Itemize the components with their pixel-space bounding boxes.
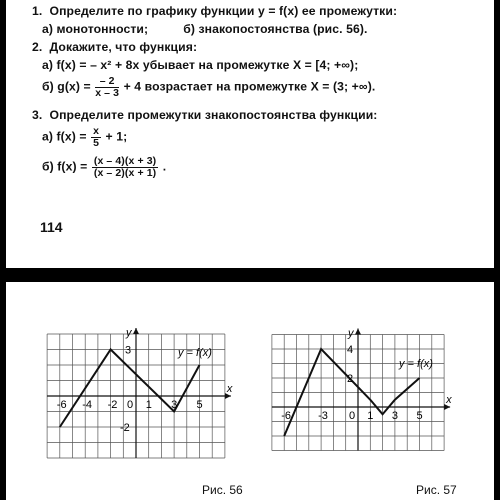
fraction-denominator: (x – 2)(x + 1) xyxy=(93,167,157,179)
y-tick-label: -2 xyxy=(120,422,130,434)
figure-57-graph xyxy=(254,312,466,462)
problem-1 xyxy=(32,4,397,18)
x-tick-label: -3 xyxy=(318,410,328,422)
problem-3 xyxy=(32,108,377,122)
problem-3-item-a xyxy=(42,126,127,149)
problem-3-item-b-prefix: б) f(x) = xyxy=(42,159,88,174)
function-graph xyxy=(60,350,200,428)
x-tick-label: 3 xyxy=(391,410,399,422)
fraction-numerator: x xyxy=(93,125,100,137)
tick-labels xyxy=(281,344,422,422)
page-number: 114 xyxy=(40,219,63,235)
x-tick-label: 3 xyxy=(171,399,178,411)
x-tick-label: -4 xyxy=(82,399,92,411)
problem-2-item-a xyxy=(42,58,358,72)
problem-text: Определите промежутки знакопостоянства функции: xyxy=(49,108,378,122)
fraction-numerator: (x – 4)(x + 3) xyxy=(93,155,157,167)
y-axis-arrow xyxy=(355,329,361,335)
figure-56-graph xyxy=(28,312,234,462)
problem-1-item-b: б) знакопостоянства (рис. 56). xyxy=(183,22,368,36)
problem-1-item-a: а) монотонности; xyxy=(42,22,149,36)
fraction-numerator: – 2 xyxy=(95,76,119,88)
x-tick-label: 5 xyxy=(416,410,423,422)
figure-56-caption: Рис. 56 xyxy=(202,483,243,497)
function-label: y = f(x) xyxy=(178,347,212,359)
problem-2-item-b-suffix: + 4 возрастает на промежутке X = (3; +∞). xyxy=(123,79,376,94)
x-tick-label: 0 xyxy=(127,399,134,411)
problem-3-item-a-suffix: + 1; xyxy=(105,129,128,144)
x-axis-label: x xyxy=(446,394,452,406)
y-axis-arrow xyxy=(133,328,139,334)
problem-number: 3. xyxy=(32,108,43,122)
problem-2 xyxy=(32,40,197,54)
y-tick-label: 2 xyxy=(347,373,354,385)
x-tick-label: -6 xyxy=(281,410,291,422)
fraction xyxy=(92,156,158,179)
fraction xyxy=(95,76,119,99)
x-tick-label: -6 xyxy=(56,399,67,411)
y-axis-label: y xyxy=(126,327,132,339)
problem-text: Докажите, что функция: xyxy=(49,40,198,54)
y-tick-label: 3 xyxy=(125,344,132,357)
problem-1-items xyxy=(42,22,368,36)
y-tick-label: 4 xyxy=(347,344,354,356)
x-tick-label: 1 xyxy=(367,410,374,422)
fraction-denominator: 5 xyxy=(93,137,100,149)
fraction xyxy=(91,126,101,149)
problem-2-item-b-prefix: б) g(x) = xyxy=(42,79,91,94)
x-tick-label: 0 xyxy=(349,410,356,422)
problem-3-item-b xyxy=(42,156,166,179)
problem-text: Определите по графику функции y = f(x) ее промежутки: xyxy=(49,4,398,18)
x-tick-label: 5 xyxy=(196,399,203,411)
function-label: y = f(x) xyxy=(399,358,433,370)
problem-3-item-b-suffix: . xyxy=(162,159,167,174)
problem-3-item-a-prefix: а) f(x) = xyxy=(42,129,87,144)
problem-2-item-a-text: а) f(x) = – x² + 8x убывает на промежутке X = [4; +∞); xyxy=(42,58,359,72)
problem-2-item-b xyxy=(42,76,375,99)
textbook-page-top xyxy=(6,0,494,268)
x-tick-label: 1 xyxy=(145,399,152,411)
x-axis-label: x xyxy=(226,383,233,395)
problem-number: 1. xyxy=(32,4,43,18)
x-tick-label: -2 xyxy=(107,399,118,411)
fraction-denominator: x – 3 xyxy=(95,87,120,99)
y-axis-label: y xyxy=(348,327,354,340)
textbook-page-bottom xyxy=(6,282,494,500)
problem-number: 2. xyxy=(32,40,43,54)
figure-57-caption: Рис. 57 xyxy=(416,483,457,497)
